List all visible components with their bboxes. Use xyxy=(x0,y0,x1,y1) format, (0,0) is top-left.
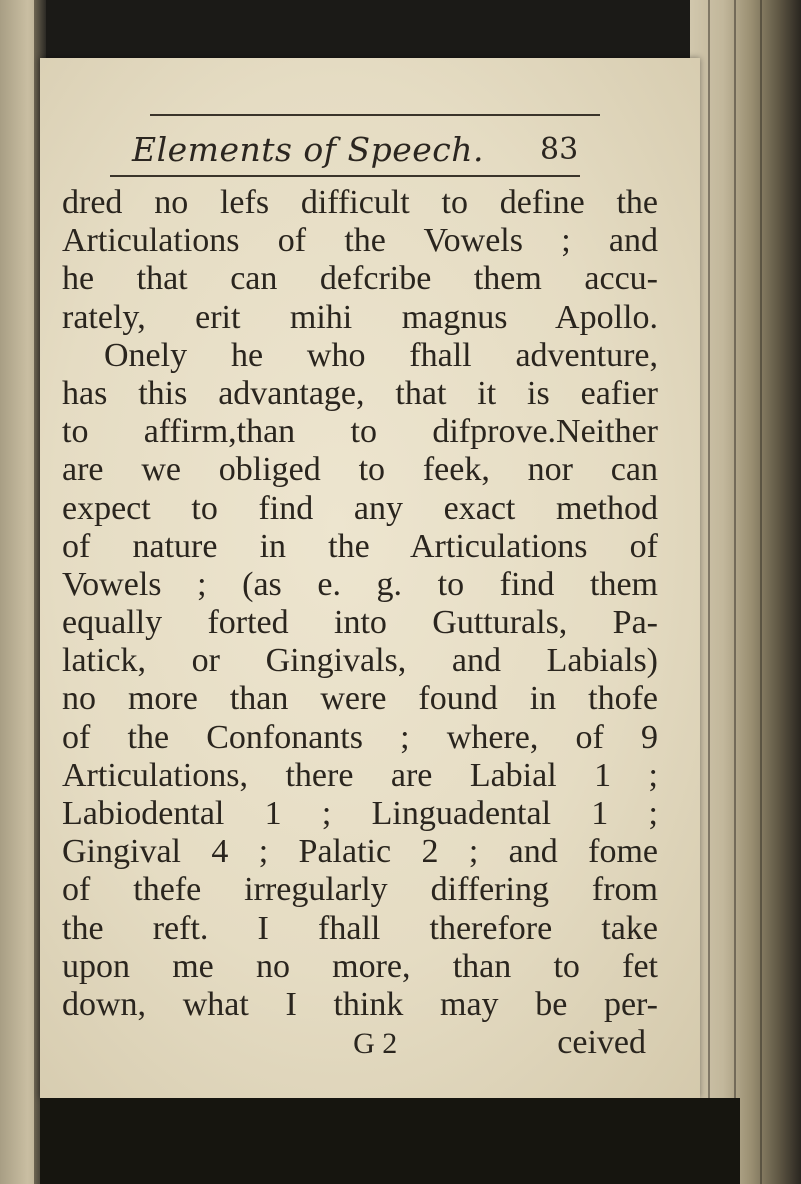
text-line: down, what I think may be per- xyxy=(62,985,658,1023)
text-line: of nature in the Articulations of xyxy=(62,527,658,565)
text-line: Labiodental 1 ; Linguadental 1 ; xyxy=(62,795,658,832)
catchword: ceived xyxy=(557,1024,646,1062)
text-line: Articulations of the Vowels ; and xyxy=(62,222,658,260)
text-line: no more than were found in thofe xyxy=(62,680,658,718)
page-shadow xyxy=(40,1098,740,1184)
text-line: latick, or Gingivals, and Labials) xyxy=(62,642,658,680)
text-line: has this advantage, that it is eafier xyxy=(62,374,658,412)
page-edge-line xyxy=(734,0,736,1184)
text-line: dred no lefs difficult to define the xyxy=(62,184,658,221)
text-line: Vowels ; (as e. g. to find them xyxy=(62,565,658,603)
text-line: expect to find any exact method xyxy=(62,489,658,527)
header-rule-bottom xyxy=(110,175,580,177)
footer-line xyxy=(62,1024,658,1062)
running-head xyxy=(110,84,590,184)
page-edge-line xyxy=(708,0,710,1184)
page-edge-line xyxy=(760,0,762,1184)
running-head-title: Elements of Speech. xyxy=(132,130,485,169)
text-line: Onely he who fhall adventure, xyxy=(104,336,658,374)
text-line: he that can defcribe them accu- xyxy=(62,260,658,298)
header-rule-top xyxy=(150,114,600,116)
page-edges xyxy=(690,0,801,1184)
text-line: of thefe irregularly differing from xyxy=(62,871,658,909)
text-line: Articulations, there are Labial 1 ; xyxy=(62,756,658,794)
text-line: Gingival 4 ; Palatic 2 ; and fome xyxy=(62,833,658,871)
text-line: are we obliged to feek, nor can xyxy=(62,451,658,489)
text-line: to affirm,than to difprove.Neither xyxy=(62,413,658,451)
text-line: equally forted into Gutturals, Pa- xyxy=(62,604,658,642)
text-line: of the Confonants ; where, of 9 xyxy=(62,718,658,756)
text-line: rately, erit mihi magnus Apollo. xyxy=(62,298,658,336)
signature-mark: G 2 xyxy=(353,1027,398,1061)
text-line: upon me no more, than to fet xyxy=(62,947,658,985)
body-text xyxy=(62,184,658,1062)
text-line: the reft. I fhall therefore take xyxy=(62,909,658,947)
page-number: 83 xyxy=(540,132,579,167)
